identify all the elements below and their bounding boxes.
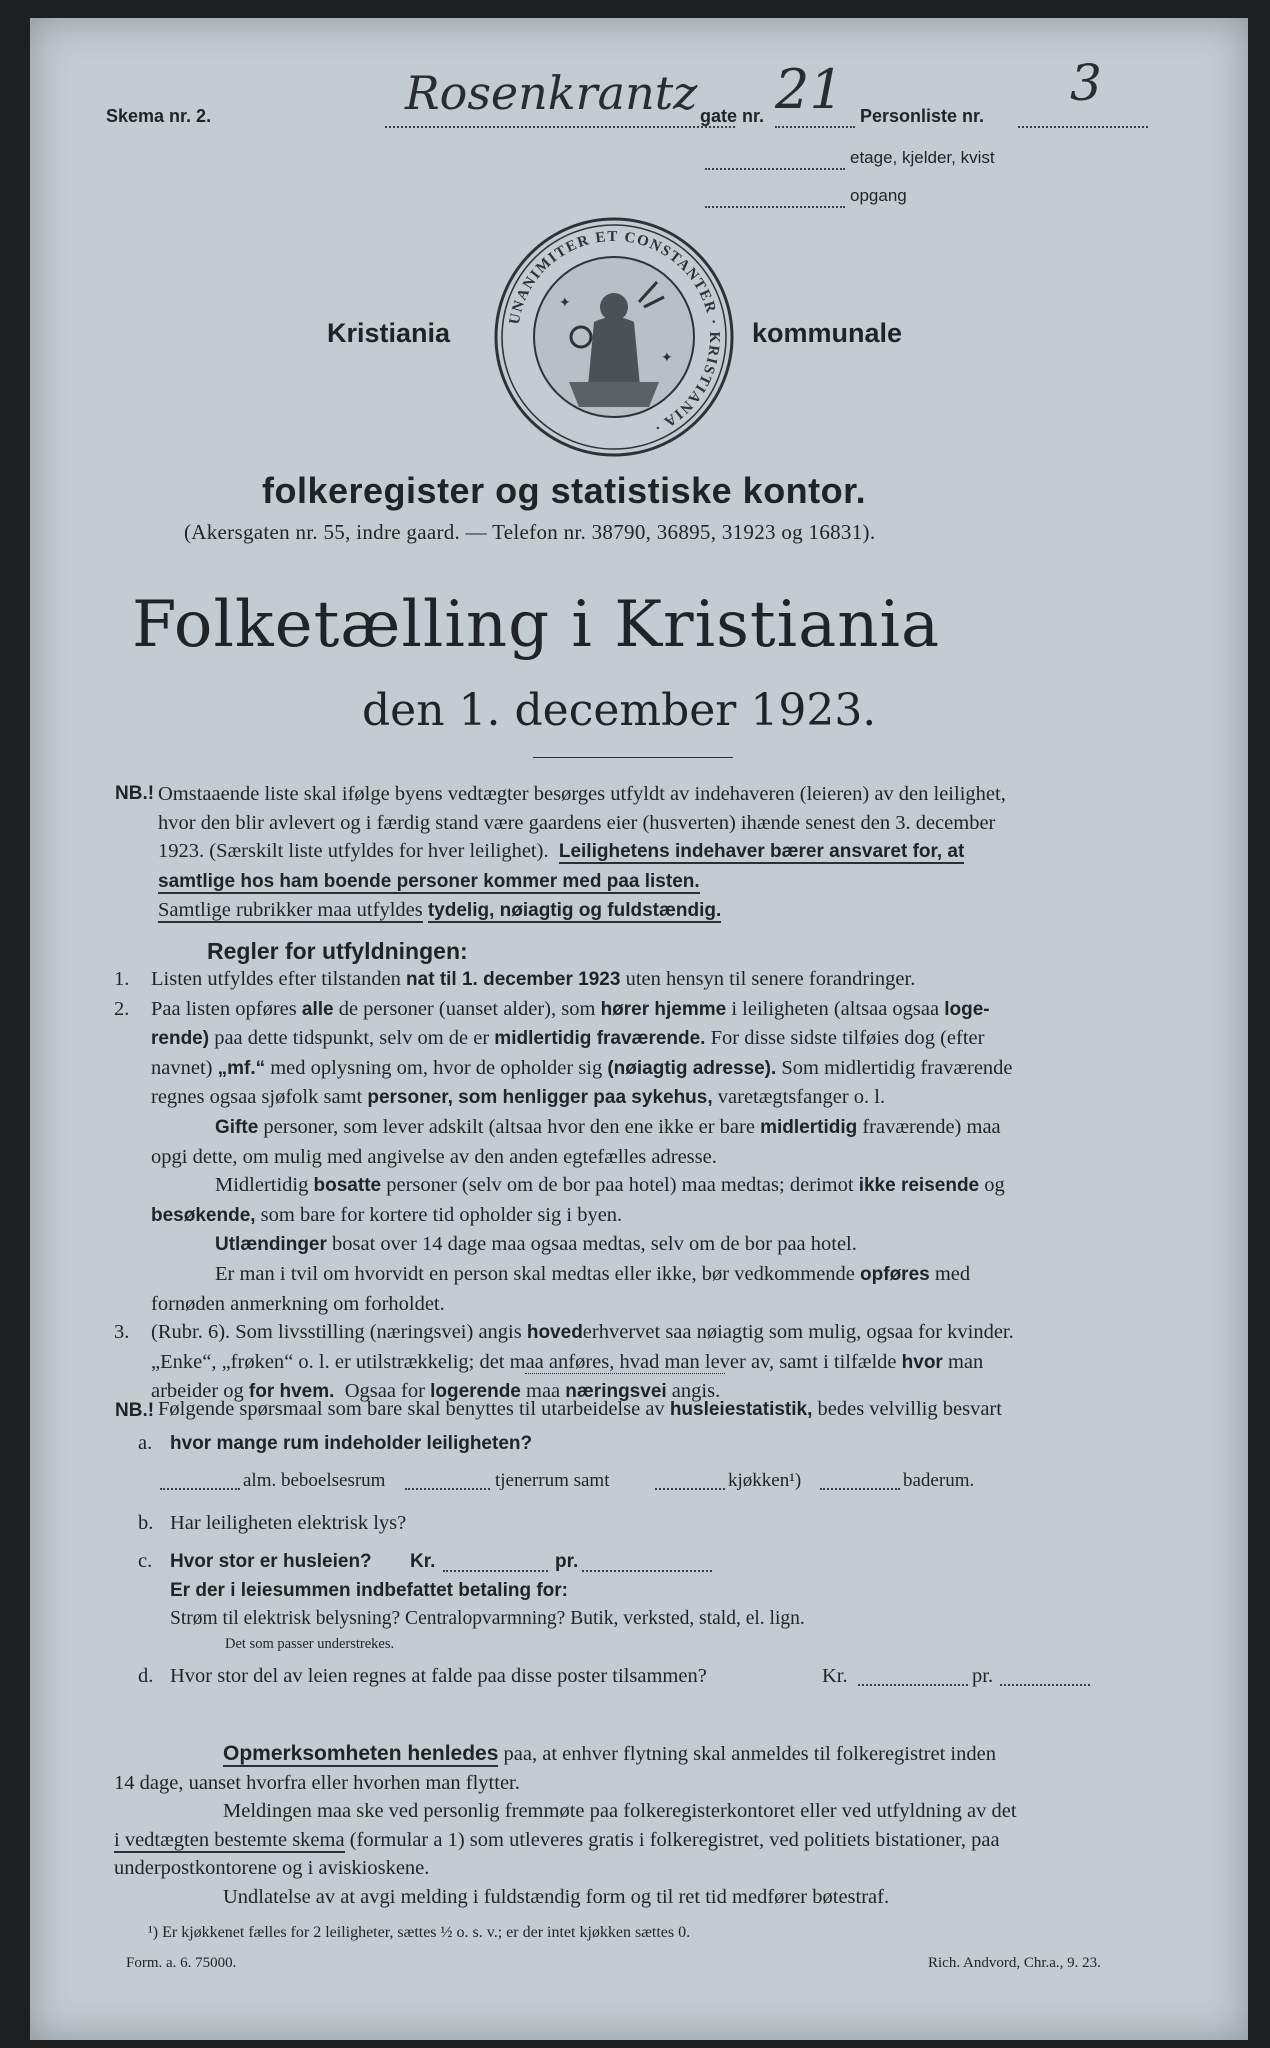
personliste-label: Personliste nr. bbox=[860, 106, 985, 126]
rule-emphasis: næringsvei bbox=[565, 1381, 667, 1403]
rule-number: 2. bbox=[114, 997, 130, 1020]
kristiania-city-seal bbox=[489, 212, 739, 462]
rule-emphasis: rende) bbox=[151, 1028, 210, 1050]
rule-text: navnet) bbox=[151, 1056, 213, 1079]
rule-emphasis: alle bbox=[301, 998, 334, 1020]
rule-emphasis: hoved bbox=[526, 1322, 583, 1344]
rule-text: „Enke“, „frøken“ o. l. er utilstrækkelig; det maa anføres, hvad man lever av, samt i tilfælde bbox=[151, 1350, 897, 1373]
title-divider bbox=[533, 757, 733, 758]
rule-emphasis: personer, som henligger paa sykehus, bbox=[367, 1087, 713, 1109]
nb2-a-letter: a. bbox=[138, 1432, 153, 1454]
rule-emphasis: hører hjemme bbox=[600, 998, 727, 1020]
street-field-line bbox=[385, 126, 735, 128]
rule-text: fornøden anmerkning om forholdet. bbox=[151, 1292, 445, 1315]
rule-emphasis: logerende bbox=[430, 1381, 521, 1403]
rule-emphasis: ikke reisende bbox=[858, 1175, 980, 1197]
rule-text: regnes ogsaa sjøfolk samt bbox=[151, 1086, 363, 1109]
rule-emphasis: midlertidig bbox=[760, 1116, 858, 1138]
nb2-text: bedes velvillig besvart bbox=[817, 1398, 1002, 1420]
schema-number: Skema nr. 2. bbox=[106, 106, 212, 126]
notice-schema-underlined: i vedtægten bestemte skema bbox=[114, 1828, 345, 1851]
rule-text: arbeider og bbox=[151, 1380, 244, 1403]
rent-amount-field[interactable] bbox=[443, 1570, 548, 1572]
nb2-c-note: Det som passer understrekes. bbox=[225, 1636, 395, 1652]
nb2-b-letter: b. bbox=[138, 1512, 154, 1534]
rule-emphasis: opføres bbox=[860, 1263, 930, 1285]
rule-text: Som midlertidig fraværende bbox=[781, 1056, 1013, 1079]
date-title: den 1. december 1923. bbox=[362, 685, 877, 736]
nb1-label: NB.! bbox=[115, 783, 155, 804]
kitchen-footnote: ¹) Er kjøkkenet fælles for 2 leiligheter, sættes ½ o. s. v.; er der intet kjøkken sættes 0. bbox=[148, 1924, 691, 1941]
nb2-b-question: Har leiligheten elektrisk lys? bbox=[170, 1512, 407, 1534]
nb2-d-question: Hvor stor del av leien regnes at falde paa disse poster tilsammen? bbox=[170, 1665, 707, 1687]
rule-text: erhvervet saa nøiagtig som mulig, ogsaa for kvinder. bbox=[582, 1321, 1014, 1344]
rule-text: de personer (uanset alder), som bbox=[338, 997, 596, 1020]
rule-text: angis. bbox=[671, 1380, 721, 1403]
rule-text: personer (selv om de bor paa hotel) maa medtas; derimot bbox=[386, 1174, 854, 1197]
rule-text: med bbox=[934, 1262, 971, 1285]
rule-text: Paa listen opføres bbox=[151, 997, 297, 1020]
etage-line bbox=[705, 168, 845, 170]
rule-text: varetægtsfanger o. l. bbox=[717, 1086, 886, 1109]
gate-label: gate nr. bbox=[700, 106, 765, 126]
notice-emphasis: Opmerksomheten henledes bbox=[223, 1742, 499, 1765]
rule-emphasis: hvor bbox=[901, 1351, 943, 1373]
svg-text:✦: ✦ bbox=[559, 296, 571, 311]
nb2-intro bbox=[158, 1398, 1002, 1421]
rule-text: Midlertidig bbox=[215, 1174, 309, 1197]
notice-text: underpostkontorene og i aviskioskene. bbox=[114, 1857, 430, 1880]
rule-text: Ogsaa for bbox=[344, 1380, 425, 1403]
gate-number-handwritten: 21 bbox=[775, 58, 844, 121]
rule-number: 3. bbox=[114, 1321, 130, 1344]
nb2-a-question: hvor mange rum indeholder leiligheten? bbox=[170, 1433, 533, 1454]
rent-pr-label: pr. bbox=[555, 1551, 579, 1572]
rule-emphasis: (nøiagtig adresse). bbox=[607, 1057, 777, 1079]
nb2-c-subquestion: Er der i leiesummen indbefattet betaling for: bbox=[170, 1580, 569, 1601]
printer-imprint: Rich. Andvord, Chr.a., 9. 23. bbox=[928, 1955, 1101, 1971]
office-left-word: Kristiania bbox=[327, 318, 451, 348]
rule-emphasis: besøkende, bbox=[151, 1204, 256, 1226]
nb2-c-question: Hvor stor er husleien? bbox=[170, 1551, 372, 1572]
rule-emphasis: bosatte bbox=[313, 1175, 382, 1197]
notice-text: Meldingen maa ske ved personlig fremmøte paa folkeregisterkontoret eller ved utfyldning av det bbox=[223, 1800, 1017, 1823]
nb2-c-letter: c. bbox=[138, 1550, 153, 1572]
notice-text: paa, at enhver flytning skal anmeldes til folkeregistret inden bbox=[503, 1743, 996, 1765]
rule-text: Listen utfyldes efter tilstanden bbox=[151, 968, 401, 990]
nb2-d-letter: d. bbox=[138, 1665, 154, 1687]
rule-text: man bbox=[947, 1350, 984, 1373]
notice-text: 14 dage, uanset hvorfra eller hvorhen man flytter. bbox=[114, 1771, 520, 1794]
rule-emphasis: Utlændinger bbox=[215, 1234, 327, 1256]
rule-text: personer, som lever adskilt (altsaa hvor den ene ikke er bare bbox=[263, 1115, 755, 1138]
nb2-c-options: Strøm til elektrisk belysning? Centralopvarmning? Butik, verksted, stald, el. lign. bbox=[170, 1608, 805, 1629]
rule-text: (Rubr. 6). Som livsstilling (næringsvei) angis bbox=[151, 1321, 522, 1344]
rule-emphasis: for hvem. bbox=[248, 1381, 335, 1403]
rule-text: opgi dette, om mulig med angivelse av den anden egtefælles adresse. bbox=[151, 1145, 717, 1168]
seal-ring-text: UNANIMITER ET CONSTANTER · KRISTIANIA · bbox=[506, 228, 723, 437]
notice-text: Undlatelse av at avgi melding i fuldstændig form og til ret tid medfører bøtestraf. bbox=[223, 1885, 890, 1908]
personliste-line bbox=[1018, 126, 1148, 128]
gate-number-line bbox=[775, 126, 855, 128]
rules-divider bbox=[525, 1373, 725, 1374]
svg-text:✦: ✦ bbox=[661, 351, 673, 366]
nb1-clarity-emphasis: tydelig, nøiagtig og fuldstændig. bbox=[427, 900, 722, 922]
rule-emphasis: Gifte bbox=[215, 1116, 259, 1138]
office-title: folkeregister og statistiske kontor. bbox=[262, 470, 867, 511]
share-period-field[interactable] bbox=[1000, 1684, 1090, 1686]
rule-text: paa dette tidspunkt, selv om de er bbox=[214, 1027, 490, 1050]
office-address: (Akersgaten nr. 55, indre gaard. — Telefon nr. 38790, 36895, 31923 og 16831). bbox=[184, 520, 876, 544]
nb1-line: hvor den blir avlevert og i færdig stand være gaardens eier (husverten) ihænde senest den 3. december bbox=[158, 811, 996, 834]
rule-emphasis: midlertidig fraværende. bbox=[494, 1028, 706, 1050]
opgang-line bbox=[705, 206, 845, 208]
rooms-label: alm. beboelsesrum bbox=[243, 1470, 386, 1491]
bathroom-label: baderum. bbox=[903, 1470, 975, 1491]
nb2-text: Følgende spørsmaal som bare skal benyttes til utarbeidelse av bbox=[158, 1398, 665, 1420]
rule-text: Er man i tvil om hvorvidt en person skal medtas eller ikke, bør vedkommende bbox=[215, 1262, 855, 1285]
nb1-responsibility-emphasis: Leilighetens indehaver bærer ansvaret for, at bbox=[558, 841, 965, 863]
share-kr-label: Kr. bbox=[822, 1665, 848, 1687]
rule-text: som bare for kortere tid opholder sig i byen. bbox=[260, 1203, 623, 1226]
street-handwritten: Rosenkrantz bbox=[405, 66, 698, 120]
nb1-line: 1923. (Særskilt liste utfyldes for hver leilighet). bbox=[158, 840, 549, 863]
rule-text: og bbox=[984, 1174, 1005, 1197]
nb1-paragraph bbox=[158, 780, 1148, 926]
nb1-responsibility-emphasis: samtlige hos ham boende personer kommer med paa listen. bbox=[158, 870, 700, 892]
form-identifier: Form. a. 6. 75000. bbox=[126, 1955, 237, 1971]
nb1-line: Samtlige rubrikker maa utfyldes bbox=[158, 899, 423, 922]
office-right-word: kommunale bbox=[752, 318, 903, 348]
rule-text: bosat over 14 dage maa ogsaa medtas, selv om de bor paa hotel. bbox=[332, 1233, 857, 1256]
rule-text: fraværende) maa bbox=[862, 1115, 1001, 1138]
rule-number: 1. bbox=[114, 968, 130, 990]
bathroom-field[interactable] bbox=[820, 1488, 900, 1490]
rooms-field[interactable] bbox=[160, 1488, 240, 1490]
notice-text: (formular a 1) som utleveres gratis i folkeregistret, ved politiets bistationer, paa bbox=[349, 1828, 1000, 1851]
rule-emphasis: nat til 1. december 1923 bbox=[406, 969, 621, 990]
rules-body bbox=[114, 965, 1147, 1407]
rule-text: For disse sidste tilføies dog (efter bbox=[710, 1027, 985, 1050]
rule-text: uten hensyn til senere forandringer. bbox=[625, 968, 916, 990]
servant-rooms-label: tjenerrum samt bbox=[495, 1470, 610, 1491]
main-title: Folketælling i Kristiania bbox=[132, 588, 941, 662]
rule-emphasis: „mf.“ bbox=[217, 1057, 266, 1079]
nb1-line: Omstaaende liste skal ifølge byens vedtægter besørges utfyldt av indehaveren (leieren) av den leilighet, bbox=[158, 783, 1006, 805]
rule-text: i leiligheten (altsaa ogsaa bbox=[731, 997, 940, 1020]
nb2-emphasis: husleiestatistik, bbox=[669, 1399, 813, 1420]
rent-kr-label: Kr. bbox=[410, 1551, 436, 1572]
kitchen-label: kjøkken¹) bbox=[728, 1470, 802, 1491]
nb2-label: NB.! bbox=[115, 1400, 155, 1421]
rule-emphasis: loge- bbox=[944, 998, 990, 1020]
opgang-label: opgang bbox=[850, 186, 907, 205]
moving-notice bbox=[114, 1740, 1147, 1912]
rent-period-field[interactable] bbox=[582, 1570, 712, 1572]
personliste-number-handwritten: 3 bbox=[1070, 54, 1102, 112]
kitchen-field[interactable] bbox=[655, 1488, 725, 1490]
share-pr-label: pr. bbox=[972, 1665, 994, 1687]
share-amount-field[interactable] bbox=[858, 1684, 968, 1686]
etage-label: etage, kjelder, kvist bbox=[850, 148, 995, 167]
rules-heading: Regler for utfyldningen: bbox=[207, 938, 468, 964]
servant-rooms-field[interactable] bbox=[405, 1488, 490, 1490]
rule-text: med oplysning om, hvor de opholder sig bbox=[270, 1056, 603, 1079]
rule-text: maa bbox=[526, 1380, 561, 1403]
